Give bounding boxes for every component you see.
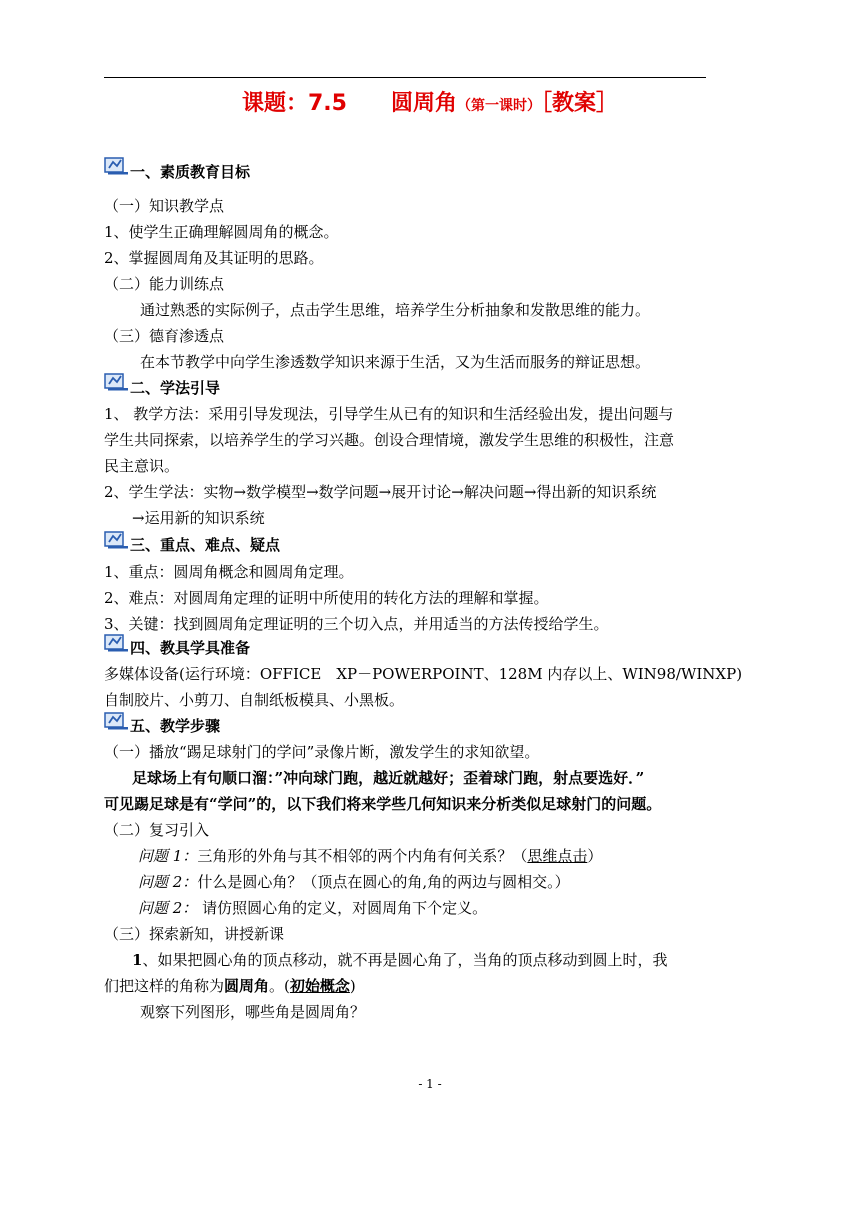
item-number: 1 <box>132 951 143 969</box>
text-line: 2、掌握圆周角及其证明的思路。 <box>104 249 324 267</box>
text-line: 1、重点：圆周角概念和圆周角定理。 <box>104 563 354 581</box>
section-heading: 二、学法引导 <box>130 379 221 397</box>
section-bullet-icon <box>104 634 128 652</box>
text-line: 1、 教学方法：采用引导发现法，引导学生从已有的知识和生活经验出发，提出问题与 <box>104 405 674 423</box>
paragraph-text: 。( <box>269 977 290 995</box>
paragraph-text: 、如果把圆心角的顶点移动，就不再是圆心角了，当角的顶点移动到圆上时，我 <box>142 951 668 969</box>
question-label: 问题 2： <box>138 899 198 917</box>
question-end: ） <box>587 847 603 865</box>
text-line: 1、使学生正确理解圆周角的概念。 <box>104 223 339 241</box>
text-line: 观察下列图形，哪些角是圆周角？ <box>140 1003 366 1021</box>
bold-paragraph-line: 可见踢足球是有“学问”的，以下我们将来学些几何知识来分析类似足球射门的问题。 <box>104 795 662 813</box>
question-line <box>138 844 798 869</box>
initial-concept-link[interactable]: 初始概念 <box>289 977 350 995</box>
title-name: 圆周角 <box>390 91 457 116</box>
subheading: （一）播放“踢足球射门的学问”录像片断，激发学生的求知欲望。 <box>104 743 540 761</box>
paragraph-line <box>104 974 764 999</box>
subheading: （二）能力训练点 <box>104 275 225 293</box>
title-tag: ［教案］ <box>540 91 618 116</box>
section-heading: 四、教具学具准备 <box>130 639 251 657</box>
subheading: （三）探索新知，讲授新课 <box>104 925 285 943</box>
thinking-hint-link[interactable]: 思维点击 <box>527 847 588 865</box>
text-line: 2、难点：对圆周角定理的证明中所使用的转化方法的理解和掌握。 <box>104 589 549 607</box>
text-line: →运用新的知识系统 <box>132 509 265 527</box>
question-text: 请仿照圆心角的定义，对圆周角下个定义。 <box>197 899 488 917</box>
defined-term: 圆周角 <box>224 977 270 995</box>
header-rule <box>104 77 706 78</box>
text-line: 多媒体设备(运行环境：OFFICE XP－POWERPOINT、128M 内存以上、WIN98/WINXP) <box>104 665 743 683</box>
paragraph-line <box>132 948 792 973</box>
subheading: （三）德育渗透点 <box>104 327 225 345</box>
paragraph-text: 们把这样的角称为 <box>104 977 225 995</box>
text-line: 3、关键：找到圆周角定理证明的三个切入点，并用适当的方法传授给学生。 <box>104 615 609 633</box>
section-heading: 三、重点、难点、疑点 <box>130 536 281 554</box>
subheading: （一）知识教学点 <box>104 197 225 215</box>
bold-paragraph-line: 足球场上有句顺口溜：”冲向球门跑，越近就越好；歪着球门跑，射点要选好．” <box>132 769 645 787</box>
text-line: 民主意识。 <box>104 457 180 475</box>
page-title <box>0 88 860 122</box>
question-label: 问题 2： <box>138 873 198 891</box>
text-line: 在本节教学中向学生渗透数学知识来源于生活，又为生活而服务的辩证思想。 <box>140 353 651 371</box>
section-bullet-icon <box>104 531 128 549</box>
section-bullet-icon <box>104 712 128 730</box>
text-line: 通过熟悉的实际例子，点击学生思维，培养学生分析抽象和发散思维的能力。 <box>140 301 651 319</box>
text-line: 自制胶片、小剪刀、自制纸板模具、小黑板。 <box>104 691 405 709</box>
section-bullet-icon <box>104 157 128 175</box>
title-sub: （第一课时） <box>456 98 541 114</box>
section-heading: 一、素质教育目标 <box>130 163 251 181</box>
question-line <box>138 870 798 895</box>
question-label: 问题 1： <box>138 847 198 865</box>
page-number: - 1 - <box>418 1077 442 1091</box>
title-main: 课题：7.5 <box>241 91 347 116</box>
paragraph-text: ) <box>349 977 356 995</box>
section-heading: 五、教学步骤 <box>130 717 221 735</box>
text-line: 学生共同探索，以培养学生的学习兴趣。创设合理情境，激发学生思维的积极性，注意 <box>104 431 675 449</box>
subheading: （二）复习引入 <box>104 821 210 839</box>
question-text: 三角形的外角与其不相邻的两个内角有何关系？（ <box>197 847 528 865</box>
question-text: 什么是圆心角？（顶点在圆心的角,角的两边与圆相交。） <box>197 873 570 891</box>
text-line: 2、学生学法：实物→数学模型→数学问题→展开讨论→解决问题→得出新的知识系统 <box>104 483 657 501</box>
section-bullet-icon <box>104 373 128 391</box>
question-line <box>138 896 798 921</box>
